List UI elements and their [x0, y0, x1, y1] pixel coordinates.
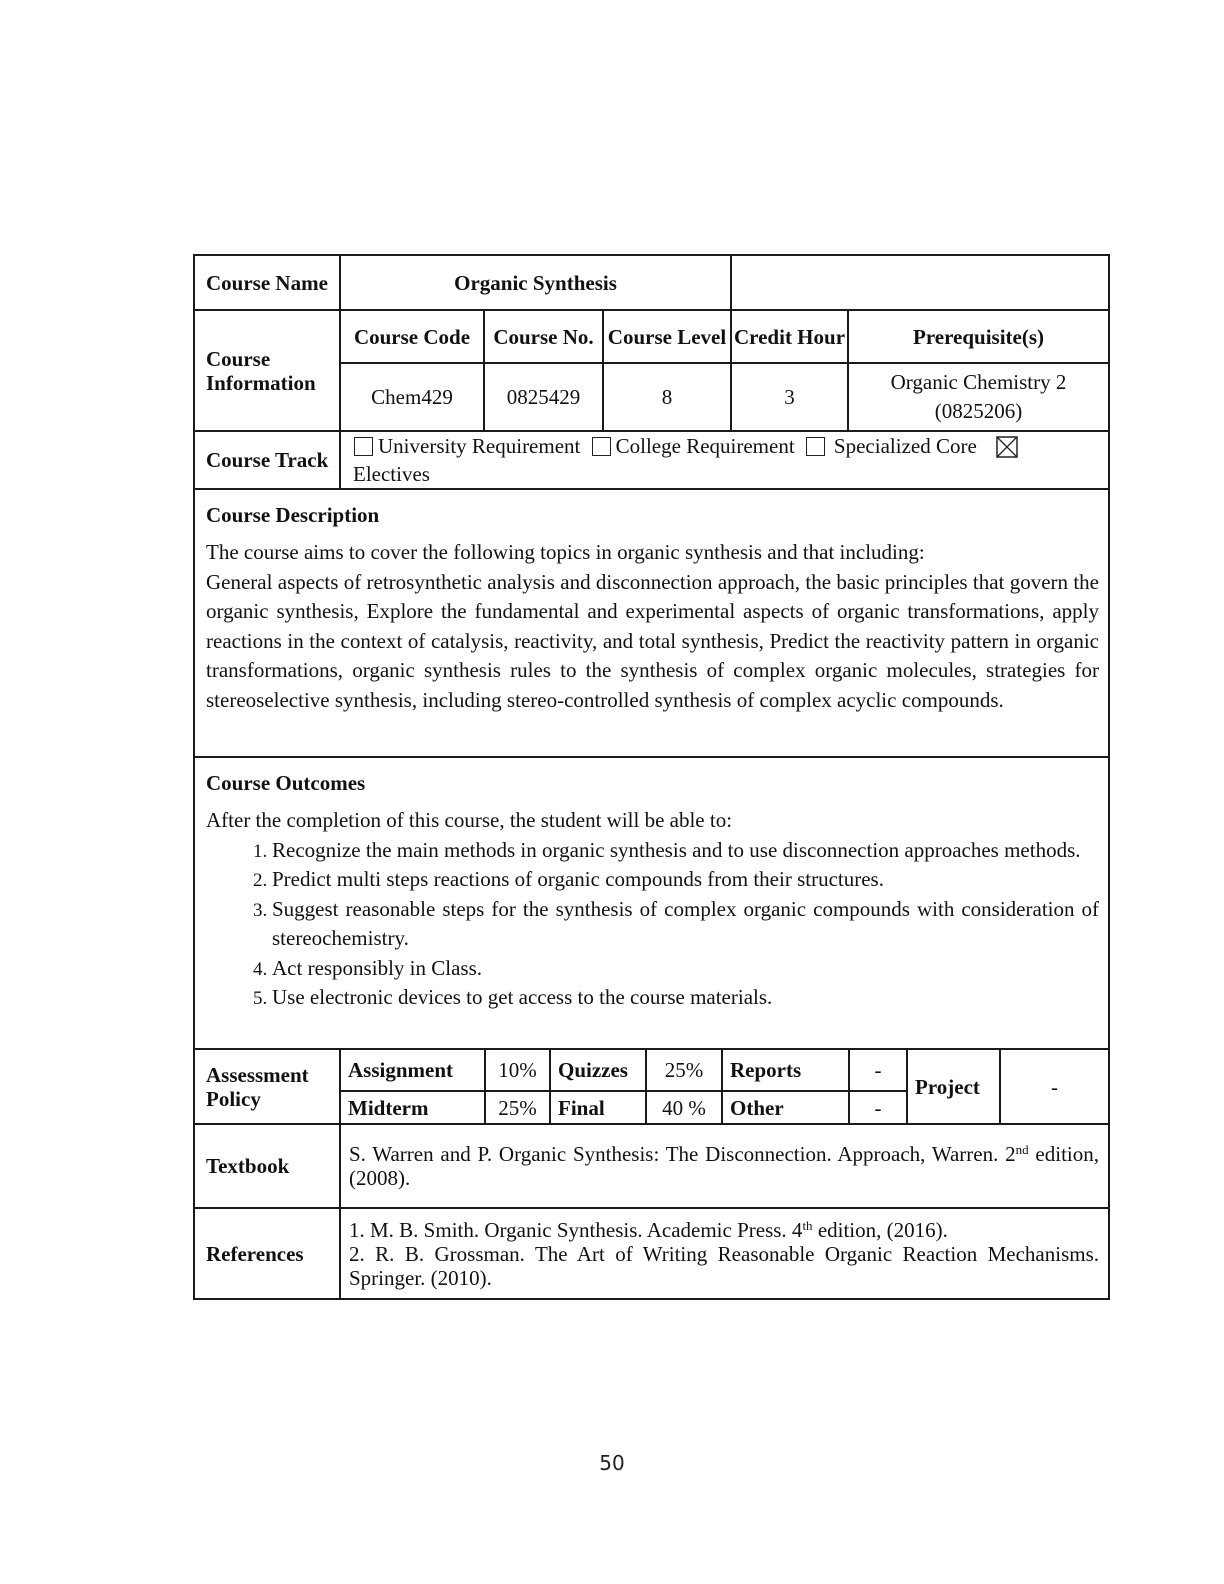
midterm-value: 25%: [485, 1091, 550, 1123]
outcome-item: 2. Predict multi steps reactions of organic compounds from their structures.: [272, 865, 1099, 895]
course-name-value: Organic Synthesis: [340, 255, 731, 310]
references-label: References: [194, 1208, 340, 1299]
course-info-label: Course Information: [194, 310, 340, 431]
assessment-row: [194, 1049, 1109, 1124]
course-track-row: [194, 431, 1109, 489]
final-label: Final: [550, 1091, 646, 1123]
course-outcomes-row: [194, 757, 1109, 1049]
course-description-intro: The course aims to cover the following topics in organic synthesis and that including:: [206, 540, 925, 564]
prerequisite-value: Organic Chemistry 2 (0825206): [848, 363, 1109, 431]
reports-label: Reports: [722, 1050, 849, 1091]
course-track-options: [340, 431, 1109, 489]
reference-1-superscript: th: [802, 1217, 813, 1233]
course-name-label: Course Name: [194, 255, 340, 310]
course-description-title: Course Description: [206, 503, 380, 527]
assignment-label: Assignment: [341, 1050, 485, 1091]
project-label: Project: [907, 1050, 1000, 1123]
course-description-body: General aspects of retrosynthetic analysis and disconnection approach, the basic principles that govern the organic synthesis, Explore the fundamental and experimental aspects of organic transformations, apply reactions in the context of catalysis, reactivity, and total synthesis, Predict the reactivity pattern in organic transformations, organic synthesis rules to the synthesis of complex organic molecules, strategies for stereoselective synthesis, including stereo-controlled synthesis of complex acyclic compounds.: [206, 569, 1100, 712]
course-outcomes-section: [194, 757, 1109, 1049]
course-table: [193, 254, 1110, 1300]
textbook-text-end: edition, (2008).: [349, 1142, 1100, 1190]
outcome-item: 3. Suggest reasonable steps for the synthesis of complex organic compounds with consideration of stereochemistry.: [272, 895, 1099, 954]
other-label: Other: [722, 1091, 849, 1123]
assessment-table: [341, 1050, 1108, 1123]
references-row: [194, 1208, 1109, 1299]
outcome-item: 4. Act responsibly in Class.: [272, 954, 1099, 984]
university-requirement-checkbox[interactable]: [354, 437, 373, 456]
course-track-label: Course Track: [194, 431, 340, 489]
course-outcomes-title: Course Outcomes: [206, 771, 366, 795]
course-outcomes-list: [206, 836, 1099, 1013]
course-code-header: Course Code: [340, 310, 484, 363]
course-name-row: [194, 255, 1109, 310]
reference-item-2: 2. R. B. Grossman. The Art of Writing Reasonable Organic Reaction Mechanisms. Springer. (2010).: [349, 1241, 1100, 1290]
course-info-header-row: [194, 310, 1109, 363]
textbook-superscript: nd: [1015, 1142, 1029, 1157]
course-spec-document: [193, 254, 1108, 1300]
textbook-value: [340, 1124, 1109, 1208]
credit-hour-header: Credit Hour: [731, 310, 848, 363]
reports-value: -: [849, 1050, 907, 1091]
quizzes-value: 25%: [646, 1050, 722, 1091]
course-no-value: 0825429: [484, 363, 603, 431]
outcome-item: 1. Recognize the main methods in organic synthesis and to use disconnection approaches methods.: [272, 836, 1099, 866]
textbook-row: [194, 1124, 1109, 1208]
course-level-value: 8: [603, 363, 731, 431]
university-requirement-label: University Requirement: [378, 434, 581, 458]
electives-checked-icon[interactable]: [996, 436, 1018, 458]
textbook-text: S. Warren and P. Organic Synthesis: The Disconnection. Approach, Warren. 2: [349, 1142, 1016, 1166]
credit-hour-value: 3: [731, 363, 848, 431]
outcome-item: 5. Use electronic devices to get access to the course materials.: [272, 983, 1099, 1013]
reference-item-1: [349, 1218, 1099, 1242]
college-requirement-label: College Requirement: [615, 434, 795, 458]
course-description-section: [194, 489, 1109, 757]
reference-1-text: 1. M. B. Smith. Organic Synthesis. Academic Press. 4: [349, 1217, 803, 1242]
reference-1-text-end: edition, (2016).: [812, 1217, 948, 1242]
page-number: 50: [599, 1451, 625, 1475]
assessment-label: Assessment Policy: [194, 1049, 340, 1124]
assessment-cell: [340, 1049, 1109, 1124]
textbook-label: Textbook: [194, 1124, 340, 1208]
course-description-row: [194, 489, 1109, 757]
quizzes-label: Quizzes: [550, 1050, 646, 1091]
specialized-core-label: Specialized Core: [833, 434, 977, 458]
final-value: 40 %: [646, 1091, 722, 1123]
prerequisite-header: Prerequisite(s): [848, 310, 1109, 363]
project-value: -: [1000, 1050, 1108, 1123]
course-no-header: Course No.: [484, 310, 603, 363]
specialized-core-checkbox[interactable]: [806, 437, 825, 456]
course-name-extra: [731, 255, 1109, 310]
course-level-header: Course Level: [603, 310, 731, 363]
college-requirement-checkbox[interactable]: [592, 437, 611, 456]
course-code-value: Chem429: [340, 363, 484, 431]
midterm-label: Midterm: [341, 1091, 485, 1123]
references-value: [340, 1208, 1109, 1299]
other-value: -: [849, 1091, 907, 1123]
course-outcomes-intro: After the completion of this course, the student will be able to:: [206, 808, 733, 832]
electives-label: Electives: [353, 462, 430, 486]
assessment-row-1: [341, 1050, 1108, 1091]
assignment-value: 10%: [485, 1050, 550, 1091]
